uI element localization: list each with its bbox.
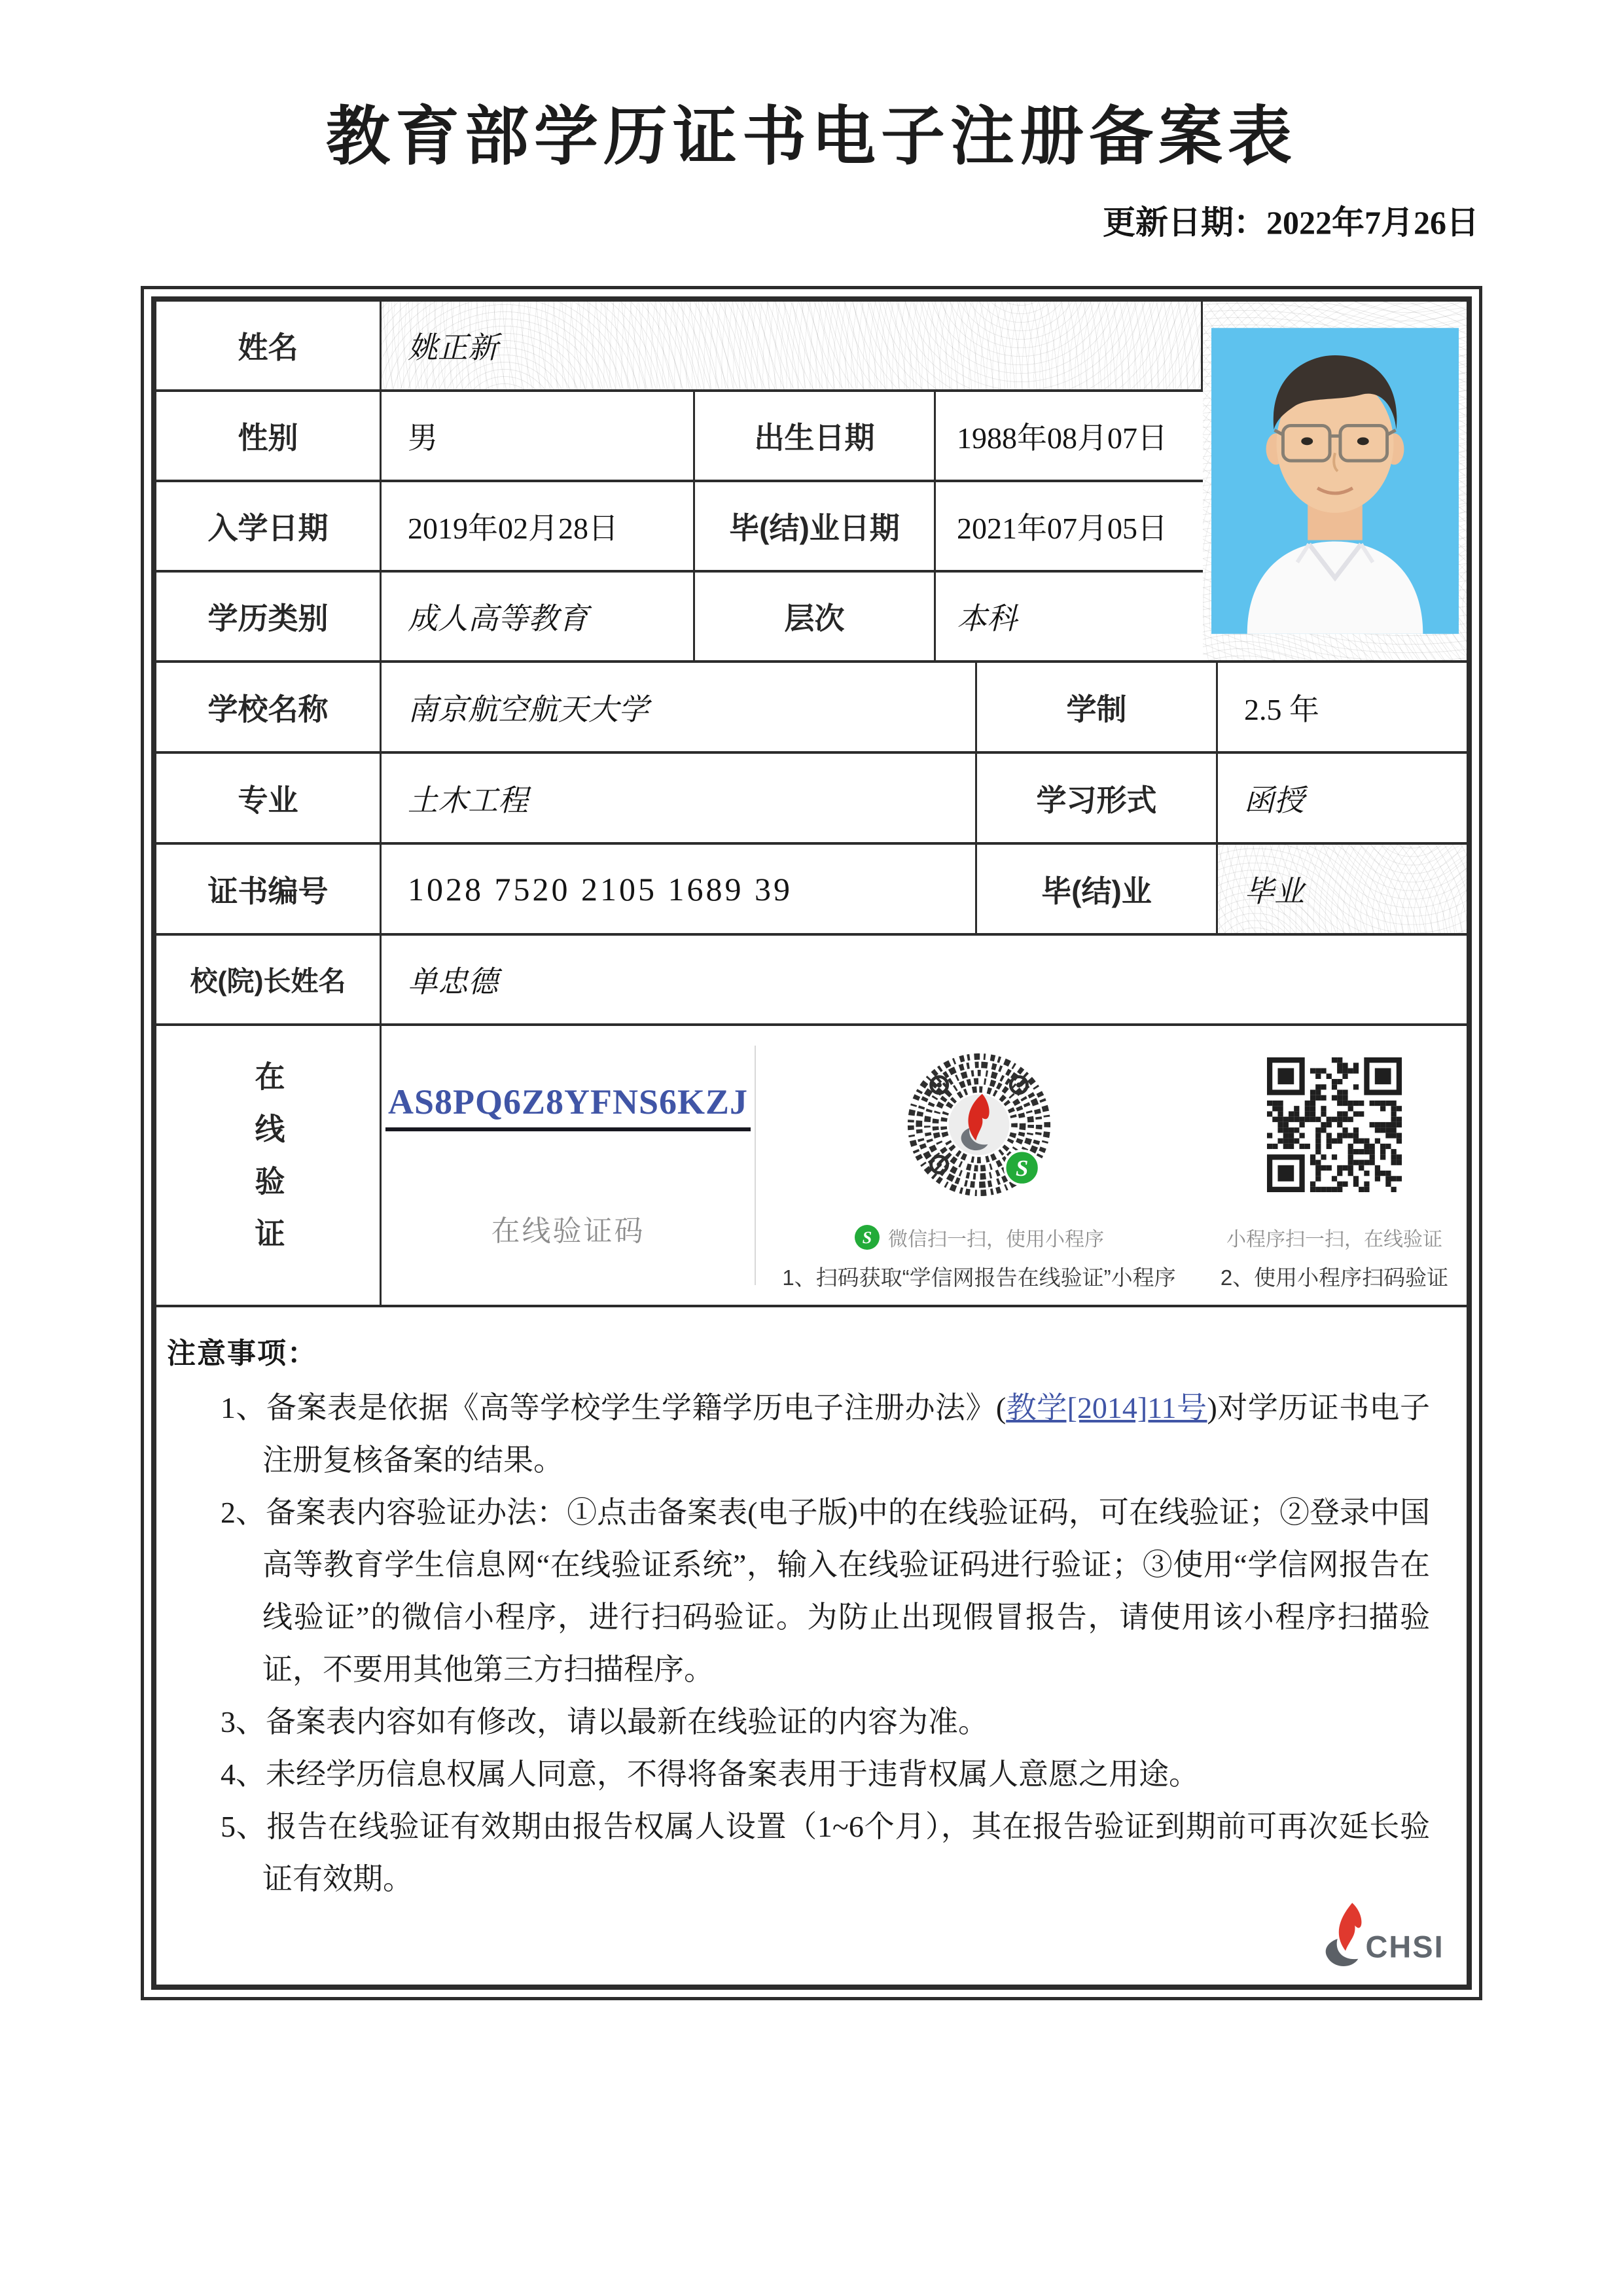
note-item-4 [167, 1748, 1430, 1801]
wechat-icon [854, 1224, 880, 1250]
online-verification-content [382, 1026, 1467, 1305]
major-value: 土木工程 [382, 754, 977, 842]
major-label: 专业 [156, 754, 382, 842]
update-date-label: 更新日期： [1103, 204, 1266, 241]
row-school-duration [156, 663, 1467, 754]
personal-info-block [156, 302, 1467, 663]
note-number: 5、 [221, 1810, 267, 1843]
name-label: 姓名 [156, 302, 382, 389]
verification-qr [1267, 1057, 1402, 1192]
form-frame-inner [151, 296, 1472, 1990]
wechat-qr-box [906, 1042, 1052, 1207]
level-label: 层次 [695, 573, 936, 660]
note-text: 备案表是依据《高等学校学生学籍学历电子注册办法》( [266, 1391, 1007, 1424]
note-number: 3、 [221, 1705, 266, 1739]
school-label: 学校名称 [156, 663, 382, 751]
president-value: 单忠德 [408, 965, 498, 998]
note-number: 4、 [221, 1757, 266, 1791]
verification-code-block [382, 1026, 755, 1305]
verify-qr-box [1267, 1042, 1402, 1207]
note-text: 备案表内容如有修改，请以最新在线验证的内容为准。 [266, 1705, 988, 1739]
note-number: 1、 [221, 1391, 266, 1424]
row-gender-birth [156, 392, 1203, 482]
enroll-date-label: 入学日期 [156, 482, 382, 570]
verify-qr-caption [1226, 1223, 1442, 1252]
wechat-qr-caption-text: 微信扫一扫，使用小程序 [888, 1228, 1104, 1250]
education-type-value: 成人高等教育 [382, 573, 695, 660]
graduation-label: 毕(结)业 [977, 845, 1218, 933]
president-label: 校(院)长姓名 [156, 936, 382, 1023]
notes-heading: 注意事项： [167, 1337, 317, 1369]
note-item-5 [167, 1801, 1430, 1905]
row-edutype-level [156, 573, 1203, 660]
graduation-value: 毕业 [1218, 845, 1467, 933]
wechat-miniprogram-qr [906, 1052, 1052, 1197]
duration-label: 学制 [977, 663, 1218, 751]
enroll-date-value: 2019年02月28日 [382, 482, 695, 570]
wechat-qr-note: 1、扫码获取“学信网报告在线验证”小程序 [782, 1265, 1176, 1290]
wechat-qr-block [756, 1026, 1202, 1305]
cert-no-value: 1028 7520 2105 1689 39 [382, 845, 977, 933]
row-certno-graduation [156, 845, 1467, 936]
graduate-date-label: 毕(结)业日期 [695, 482, 936, 570]
personal-info-rows [156, 302, 1203, 660]
wechat-qr-caption [854, 1223, 1104, 1252]
id-photo [1211, 328, 1459, 634]
row-enroll-graduate [156, 482, 1203, 573]
online-verification-label: 在线验证 [251, 1061, 285, 1270]
row-online-verification [156, 1026, 1467, 1307]
duration-value: 2.5 年 [1244, 692, 1319, 726]
note-item-1 [167, 1382, 1430, 1487]
verification-code-link[interactable]: AS8PQ6Z8YFNS6KZJ [385, 1082, 751, 1131]
verify-qr-note: 2、使用小程序扫码验证 [1220, 1265, 1449, 1290]
regulation-link[interactable]: 教学[2014]11号 [1006, 1391, 1207, 1424]
verify-qr-caption-text: 小程序扫一扫，在线验证 [1226, 1228, 1442, 1250]
row-major-studyform [156, 754, 1467, 845]
cert-no-label: 证书编号 [156, 845, 382, 933]
verification-code-caption: 在线验证码 [491, 1215, 645, 1247]
note-text: 备案表内容验证办法：①点击备案表(电子版)中的在线验证码，可在线验证；②登录中国高等教育学生信息网“在线验证系统”，输入在线验证码进行验证；③使用“学信网报告在线验证”的微信小程序，进行扫码验证。为防止出现假冒报告，请使用该小程序扫描验证，不要用其他第三方扫描程序。 [262, 1496, 1431, 1686]
level-value: 本科 [957, 602, 1017, 635]
education-type-label: 学历类别 [156, 573, 382, 660]
note-number: 2、 [221, 1496, 266, 1529]
chsi-logo-text: CHSI [1365, 1930, 1444, 1964]
graduate-date-value: 2021年07月05日 [957, 512, 1168, 545]
note-text: 报告在线验证有效期由报告权属人设置（1~6个月），其在报告验证到期前可再次延长验证有效期。 [262, 1810, 1431, 1896]
note-item-2 [167, 1487, 1430, 1696]
note-text: )对学历证书电子注册复核备案的结果。 [262, 1391, 1430, 1477]
svg-text:S: S [862, 1227, 872, 1247]
form-frame [141, 286, 1482, 2000]
notes-section [156, 1307, 1467, 1985]
study-form-label: 学习形式 [977, 754, 1218, 842]
verify-qr-block [1202, 1026, 1467, 1305]
page-title: 教育部学历证书电子注册备案表 [325, 100, 1297, 172]
row-name [156, 302, 1203, 392]
note-text: 未经学历信息权属人同意，不得将备案表用于违背权属人意愿之用途。 [266, 1757, 1199, 1791]
birth-date-value: 1988年08月07日 [957, 421, 1168, 455]
svg-text:S: S [1015, 1155, 1029, 1181]
gender-value: 男 [382, 392, 695, 480]
gender-label: 性别 [156, 392, 382, 480]
note-item-3 [167, 1696, 1430, 1748]
online-verification-label-cell [156, 1026, 382, 1305]
school-value: 南京航空航天大学 [382, 663, 977, 751]
name-value: 姚正新 [382, 302, 1203, 389]
row-president [156, 936, 1467, 1026]
photo-cell [1203, 302, 1467, 660]
study-form-value: 函授 [1244, 783, 1304, 817]
update-date-value: 2022年7月26日 [1266, 204, 1479, 241]
update-date [1103, 196, 1479, 243]
chsi-logo [1311, 1899, 1451, 1968]
birth-date-label: 出生日期 [695, 392, 936, 480]
